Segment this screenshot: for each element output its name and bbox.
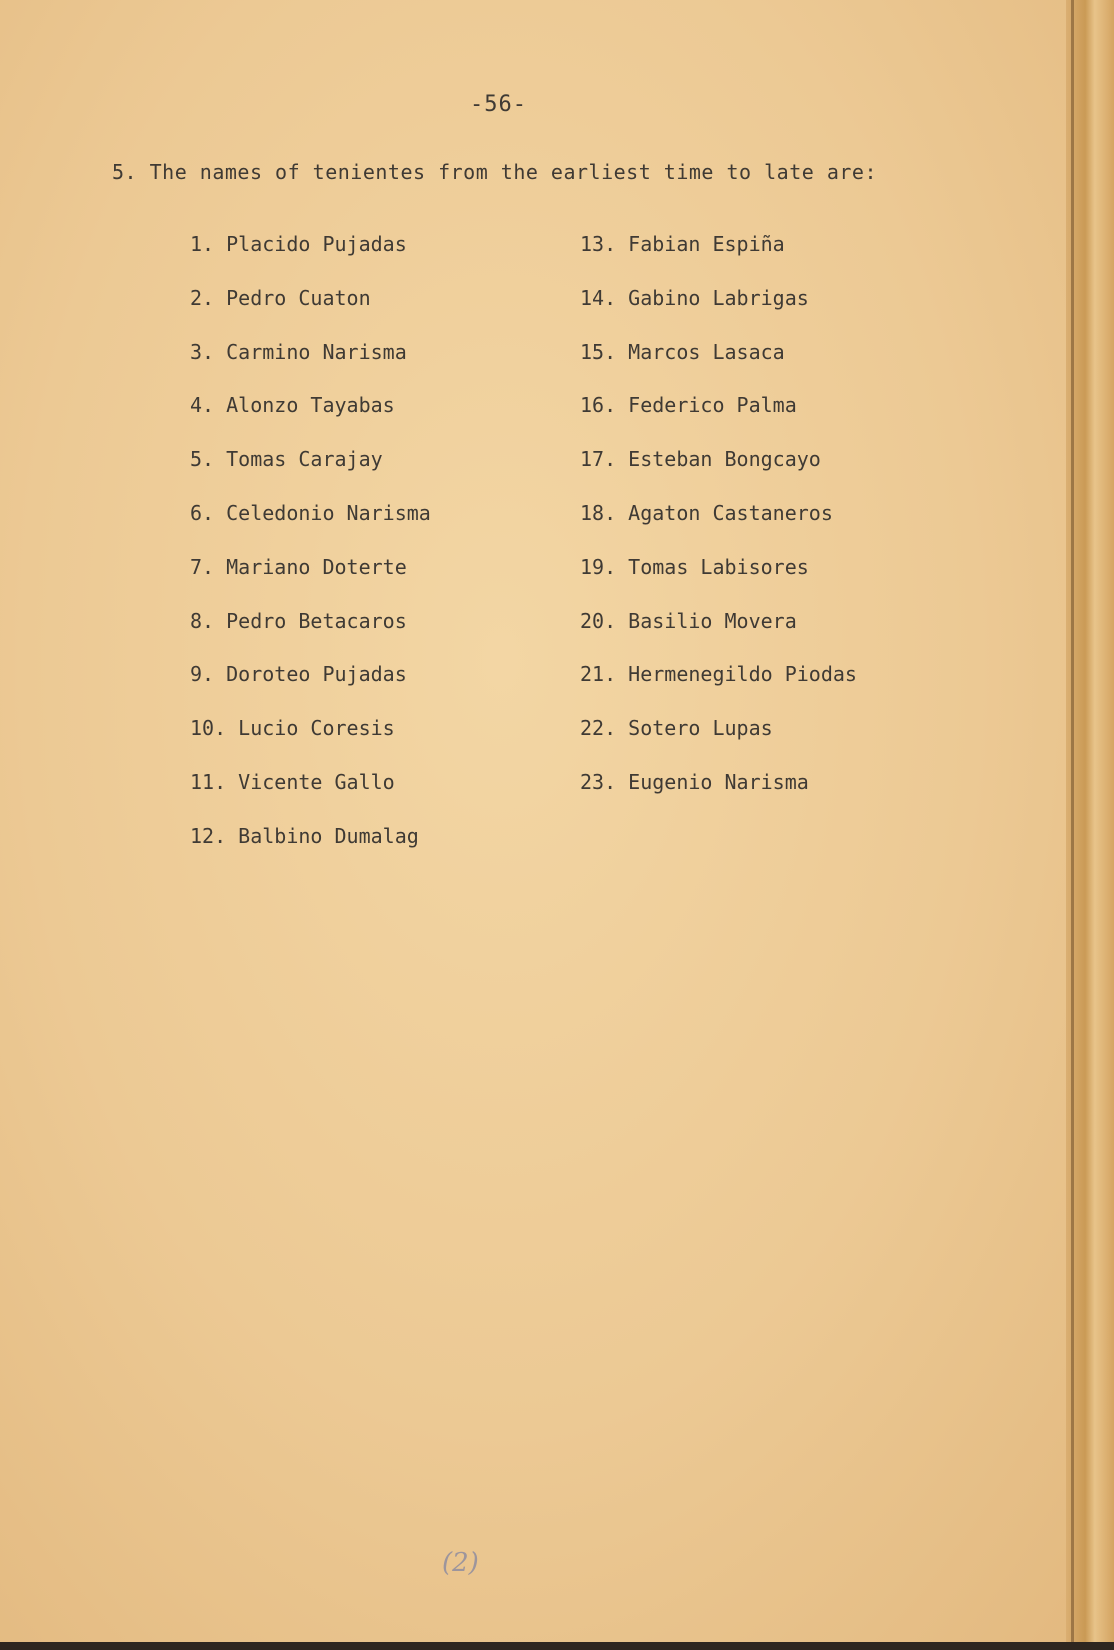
list-item — [580, 447, 910, 501]
item-number: 23. — [580, 769, 617, 794]
list-item — [190, 501, 570, 555]
item-name: Fabian Espiña — [628, 232, 785, 256]
list-item — [580, 393, 910, 447]
item-name: Basilio Movera — [628, 608, 797, 633]
item-number: 13. — [580, 232, 617, 256]
list-item — [580, 770, 910, 824]
item-name: Alonzo Tayabas — [226, 393, 395, 418]
item-number: 8. — [190, 608, 215, 633]
item-name: Doroteo Pujadas — [226, 662, 407, 687]
item-number: 19. — [580, 554, 617, 579]
list-item — [580, 662, 910, 716]
list-item — [190, 232, 570, 286]
list-item — [190, 770, 570, 824]
item-name: Gabino Labrigas — [628, 285, 809, 310]
item-number: 16. — [580, 393, 617, 418]
list-item — [580, 716, 910, 770]
list-item — [580, 501, 910, 555]
list-item — [580, 286, 910, 340]
list-item — [190, 286, 570, 340]
list-item — [580, 609, 910, 663]
item-name: Eugenio Narisma — [628, 769, 809, 794]
item-name: Celedonio Narisma — [226, 500, 431, 525]
item-name: Pedro Betacaros — [226, 608, 407, 633]
item-name: Mariano Doterte — [226, 554, 407, 579]
item-name: Balbino Dumalag — [238, 823, 419, 848]
list-item — [190, 340, 570, 394]
handwritten-mark: (2) — [442, 1548, 479, 1578]
item-name: Carmino Narisma — [226, 339, 407, 364]
list-item — [190, 662, 570, 716]
item-name: Placido Pujadas — [226, 232, 407, 256]
item-name: Tomas Labisores — [628, 554, 809, 579]
item-number: 11. — [190, 769, 227, 794]
item-number: 14. — [580, 285, 617, 310]
item-number: 15. — [580, 339, 617, 364]
item-number: 20. — [580, 608, 617, 633]
item-number: 17. — [580, 447, 617, 472]
item-name: Marcos Lasaca — [628, 339, 785, 364]
list-item — [580, 340, 910, 394]
tenientes-list-right — [580, 232, 910, 824]
item-number: 18. — [580, 500, 617, 525]
list-item — [190, 555, 570, 609]
item-number: 22. — [580, 716, 617, 741]
item-name: Federico Palma — [628, 393, 797, 418]
item-name: Vicente Gallo — [238, 769, 395, 794]
item-name: Agaton Castaneros — [628, 500, 833, 525]
item-number: 10. — [190, 716, 227, 741]
list-item — [190, 716, 570, 770]
page-number: -56- — [470, 92, 527, 117]
item-number: 2. — [190, 285, 215, 310]
page-edge-line — [1071, 0, 1074, 1650]
item-number: 21. — [580, 662, 617, 687]
item-name: Esteban Bongcayo — [628, 447, 821, 472]
item-name: Hermenegildo Piodas — [628, 662, 857, 687]
list-item — [190, 393, 570, 447]
scan-bottom-edge — [0, 1642, 1114, 1650]
list-item — [190, 609, 570, 663]
list-item — [580, 232, 910, 286]
item-number: 6. — [190, 500, 215, 525]
section-heading: 5. The names of tenientes from the earliest time to late are: — [112, 160, 878, 184]
item-number: 4. — [190, 393, 215, 418]
item-number: 1. — [190, 232, 215, 256]
item-name: Pedro Cuaton — [226, 285, 371, 310]
list-item — [190, 447, 570, 501]
item-name: Lucio Coresis — [238, 716, 395, 741]
item-number: 5. — [190, 447, 215, 472]
tenientes-list-left — [190, 232, 570, 878]
item-number: 3. — [190, 339, 215, 364]
list-item — [580, 555, 910, 609]
item-number: 9. — [190, 662, 215, 687]
item-number: 7. — [190, 554, 215, 579]
item-name: Sotero Lupas — [628, 716, 773, 741]
item-number: 12. — [190, 823, 227, 848]
item-name: Tomas Carajay — [226, 447, 383, 472]
list-item — [190, 824, 570, 878]
